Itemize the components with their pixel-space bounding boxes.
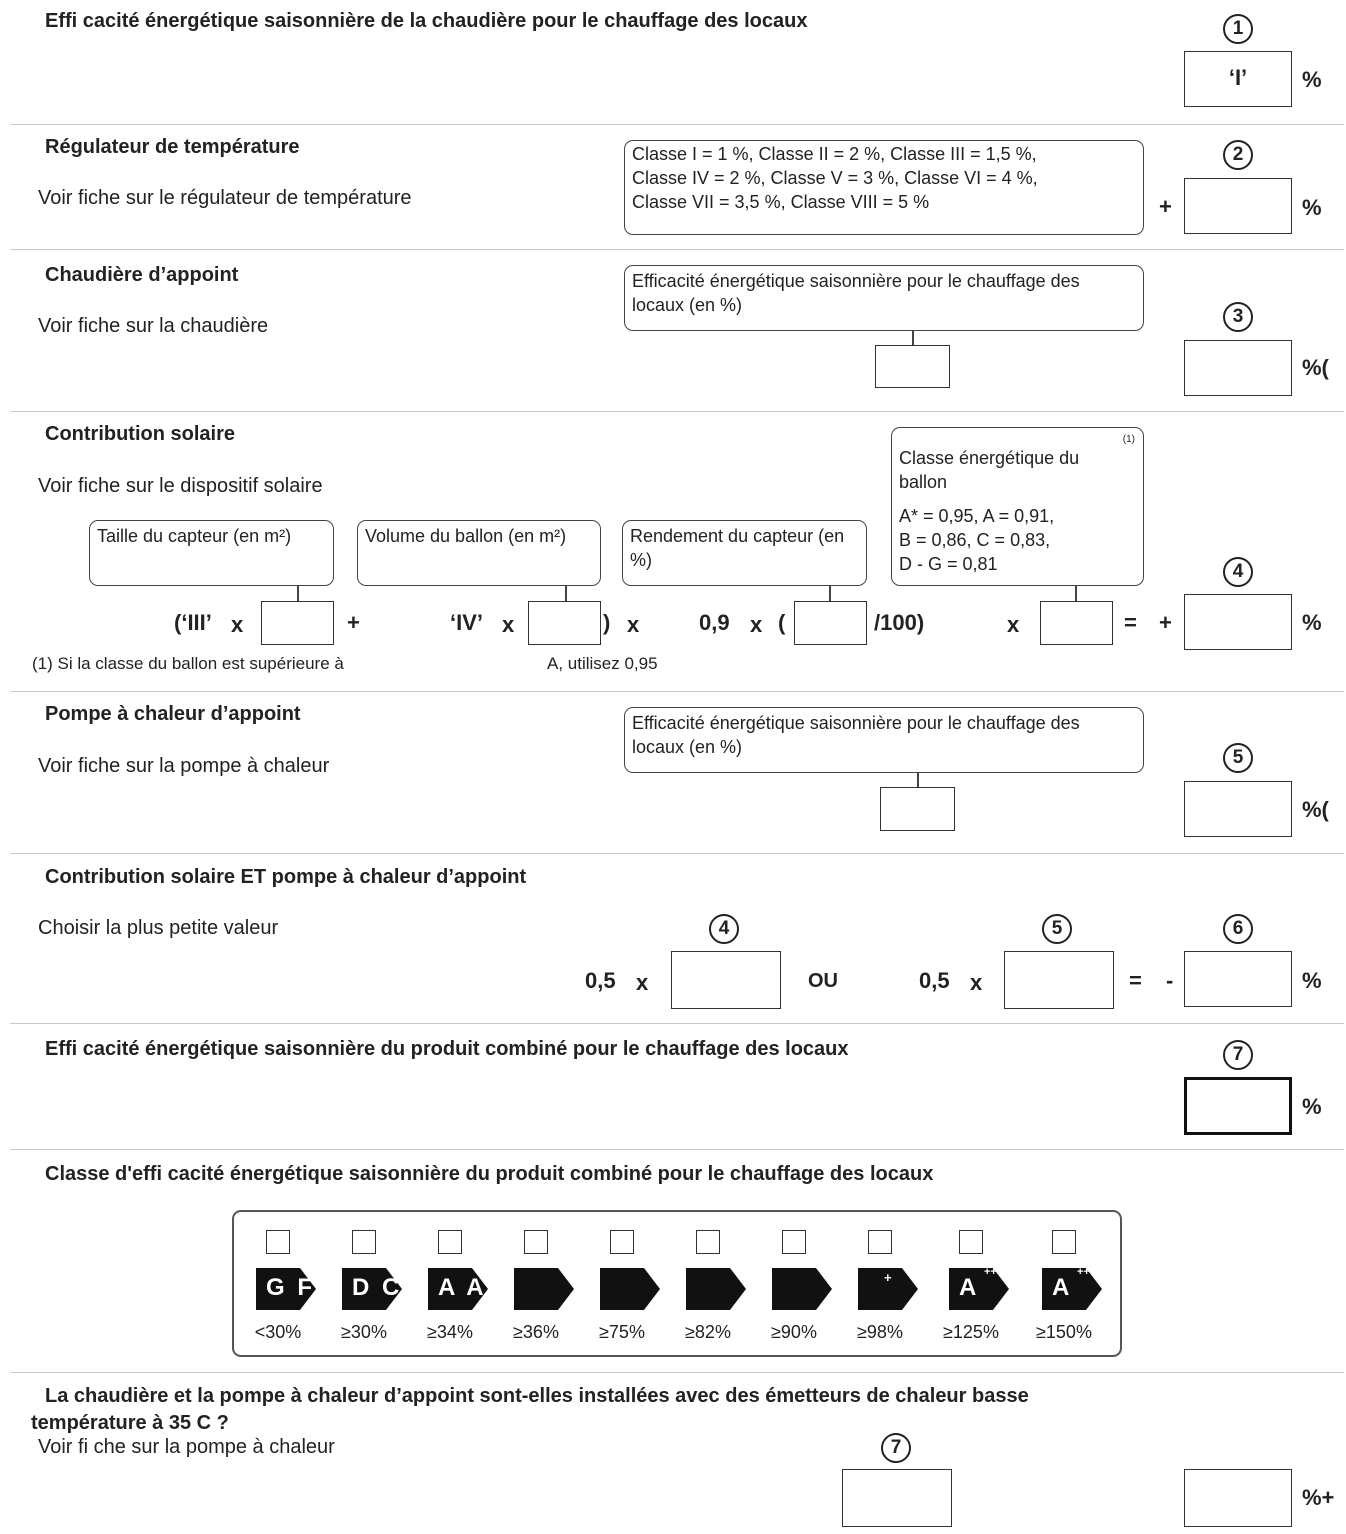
tank-class-line: B = 0,86, C = 0,83, [899,530,1051,550]
close-paren: ) [603,610,611,635]
section-divider [10,691,1344,692]
multiply-operator: x [750,612,763,637]
multiply-operator: x [970,970,983,995]
coefficient-0-5: 0,5 [585,968,616,993]
energy-class-letter: D C [352,1274,403,1301]
supplementary-boiler-callout: Efficacité énergétique saisonnière pour le chauffage des locaux (en %) [624,265,1144,331]
step-number-5: 5 [1223,743,1253,773]
low-temperature-value-field[interactable] [842,1469,952,1527]
solar-contribution-value-field[interactable] [1184,594,1292,650]
energy-class-threshold: ≥82% [685,1322,731,1342]
section-divider [10,249,1344,250]
section-divider [10,1149,1344,1150]
regulator-value-field[interactable] [1184,178,1292,234]
energy-class-arrow-label [256,1268,318,1310]
section-divider [10,124,1344,125]
collector-size-field[interactable] [261,601,334,645]
section-title-solar-contribution: Contribution solaire [45,423,235,445]
half-solar-field[interactable] [671,951,781,1009]
heat-pump-value-field[interactable] [1184,781,1292,837]
coefficient-0-5: 0,5 [919,968,950,993]
smallest-value-instruction: Choisir la plus petite valeur [38,917,279,939]
step-number-7-ref: 7 [881,1433,911,1463]
energy-class-threshold: ≥36% [513,1322,559,1342]
energy-class-plus-marker: + [884,1270,892,1285]
energy-class-threshold: ≥34% [427,1322,473,1342]
multiply-operator: x [502,612,515,637]
class-checkbox[interactable] [438,1230,462,1254]
tank-class-title: Classe énergétique du ballon [899,448,1080,492]
energy-class-letter: G F [266,1274,315,1301]
percent-unit: % [1302,195,1322,220]
energy-class-threshold: ≥150% [1036,1322,1092,1342]
energy-class-arrow-label [428,1268,490,1310]
boiler-efficiency-field[interactable]: ‘I’ [1184,51,1292,107]
percent-unit: % [1302,610,1322,635]
energy-class-threshold: <30% [254,1322,302,1342]
connector-line [1075,586,1077,602]
section-title-efficiency-class: Classe d'effi cacité énergétique saisonnière du produit combiné pour le chauffage des locaux [45,1163,934,1185]
connector-line [917,773,919,788]
class-checkbox[interactable] [696,1230,720,1254]
step-number-1: 1 [1223,14,1253,44]
step-number-4-ref: 4 [709,914,739,944]
section-title-boiler-efficiency: Effi cacité énergétique saisonnière de la chaudière pour le chauffage des locaux [45,10,808,32]
equals-operator: = [1129,968,1142,993]
energy-class-threshold: ≥30% [341,1322,387,1342]
callout-line: Classe VII = 3,5 %, Classe VIII = 5 % [632,192,930,212]
heat-pump-efficiency-field[interactable] [880,787,955,831]
collector-efficiency-callout: Rendement du capteur (en %) [622,520,867,586]
plus-operator: + [1159,610,1172,635]
energy-class-arrow-label [342,1268,404,1310]
half-heat-pump-field[interactable] [1004,951,1114,1009]
tank-class-line: A* = 0,95, A = 0,91, [899,506,1055,526]
step-number-4: 4 [1223,557,1253,587]
percent-unit: %( [1302,355,1329,380]
tank-volume-field[interactable] [528,601,601,645]
multiply-operator: x [627,612,640,637]
section-title-supplementary-heat-pump: Pompe à chaleur d’appoint [45,703,301,725]
energy-class-arrow-label [1042,1268,1104,1310]
energy-class-arrow-label [600,1268,662,1310]
section-title-supplementary-boiler: Chaudière d’appoint [45,264,239,286]
footnote-marker: (1) [1122,434,1135,445]
percent-unit: % [1302,968,1322,993]
section-divider [10,853,1344,854]
tank-class-factor-field[interactable] [1040,601,1113,645]
tank-class-line: D - G = 0,81 [899,554,998,574]
heat-pump-instruction: Voir fiche sur la pompe à chaleur [38,755,330,777]
energy-class-letter: A [959,1274,980,1301]
regulator-instruction: Voir fiche sur le régulateur de température [38,187,412,209]
open-paren: ( [778,610,786,635]
section-title-temperature-regulator: Régulateur de température [45,136,300,158]
tank-volume-callout: Volume du ballon (en m²) [357,520,601,586]
coefficient-0-9: 0,9 [699,610,730,635]
step-number-7: 7 [1223,1040,1253,1070]
callout-line: Classe IV = 2 %, Classe V = 3 %, Classe VI = 4 %, [632,168,1038,188]
energy-class-letter: A A [438,1274,487,1301]
tank-energy-class-callout [891,427,1144,586]
callout-line: Classe I = 1 %, Classe II = 2 %, Classe III = 1,5 %, [632,144,1037,164]
energy-class-letter: A [1052,1274,1073,1301]
minus-operator: - [1166,968,1174,993]
percent-unit: % [1302,1094,1322,1119]
formula-term-III: (‘III’ [174,610,212,635]
solar-instruction: Voir fiche sur le dispositif solaire [38,475,323,497]
footnote-text-continued: A, utilisez 0,95 [547,654,658,673]
section-title-low-temperature-question: La chaudière et la pompe à chaleur d’appoint sont-elles installées avec des émetteurs de chaleur basse [45,1385,1029,1407]
energy-class-arrow-label [949,1268,1011,1310]
combined-deduction-field[interactable] [1184,951,1292,1007]
percent-unit: %( [1302,797,1329,822]
section-divider [10,1023,1344,1024]
class-checkbox[interactable] [868,1230,892,1254]
combined-efficiency-field[interactable] [1184,1077,1292,1135]
percent-plus-unit: %+ [1302,1485,1335,1510]
energy-class-threshold: ≥90% [771,1322,817,1342]
energy-class-arrow-label [772,1268,834,1310]
section-title-combined-efficiency: Effi cacité énergétique saisonnière du produit combiné pour le chauffage des locaux [45,1038,849,1060]
plus-operator: + [1159,194,1172,219]
energy-class-plus-marker: +++ [1077,1266,1097,1278]
formula-term-IV: ‘IV’ [450,610,484,635]
class-checkbox[interactable] [266,1230,290,1254]
plus-operator: + [347,610,360,635]
class-checkbox[interactable] [782,1230,806,1254]
energy-class-threshold: ≥98% [857,1322,903,1342]
percent-unit: % [1302,67,1322,92]
step-number-3: 3 [1223,302,1253,332]
multiply-operator: x [1007,612,1020,637]
step-number-2: 2 [1223,140,1253,170]
connector-line [912,331,914,346]
collector-efficiency-field[interactable] [794,601,867,645]
supplementary-boiler-instruction: Voir fiche sur la chaudière [38,315,269,337]
connector-line [297,586,299,602]
supplementary-boiler-value-field[interactable] [1184,340,1292,396]
energy-class-arrow-label [514,1268,576,1310]
class-checkbox[interactable] [610,1230,634,1254]
supplementary-boiler-efficiency-field[interactable] [875,345,950,388]
class-checkbox[interactable] [959,1230,983,1254]
section-divider [10,411,1344,412]
energy-class-arrow-label [686,1268,748,1310]
energy-class-plus-marker: ++ [984,1266,997,1278]
class-checkbox[interactable] [1052,1230,1076,1254]
section-divider [10,1372,1344,1373]
section-title-solar-and-heat-pump: Contribution solaire ET pompe à chaleur d’appoint [45,866,527,888]
multiply-operator: x [636,970,649,995]
step-number-6: 6 [1223,914,1253,944]
collector-size-callout: Taille du capteur (en m²) [89,520,334,586]
energy-class-threshold: ≥75% [599,1322,645,1342]
regulator-class-callout [624,140,1144,235]
section-title-low-temperature-question-continued: température à 35 C ? [31,1412,229,1434]
low-temperature-result-field[interactable] [1184,1469,1292,1527]
heat-pump-callout: Efficacité énergétique saisonnière pour le chauffage des locaux (en %) [624,707,1144,773]
connector-line [565,586,567,602]
step-number-5-ref: 5 [1042,914,1072,944]
footnote-text: (1) Si la classe du ballon est supérieure à [32,654,344,673]
divide-100: /100) [874,610,925,635]
or-text: OU [808,970,838,992]
energy-class-arrow-label [858,1268,920,1310]
energy-class-threshold: ≥125% [943,1322,999,1342]
class-checkbox[interactable] [524,1230,548,1254]
heat-pump-sheet-instruction: Voir fi che sur la pompe à chaleur [38,1436,335,1458]
class-checkbox[interactable] [352,1230,376,1254]
equals-operator: = [1124,610,1137,635]
connector-line [829,586,831,602]
multiply-operator: x [231,612,244,637]
